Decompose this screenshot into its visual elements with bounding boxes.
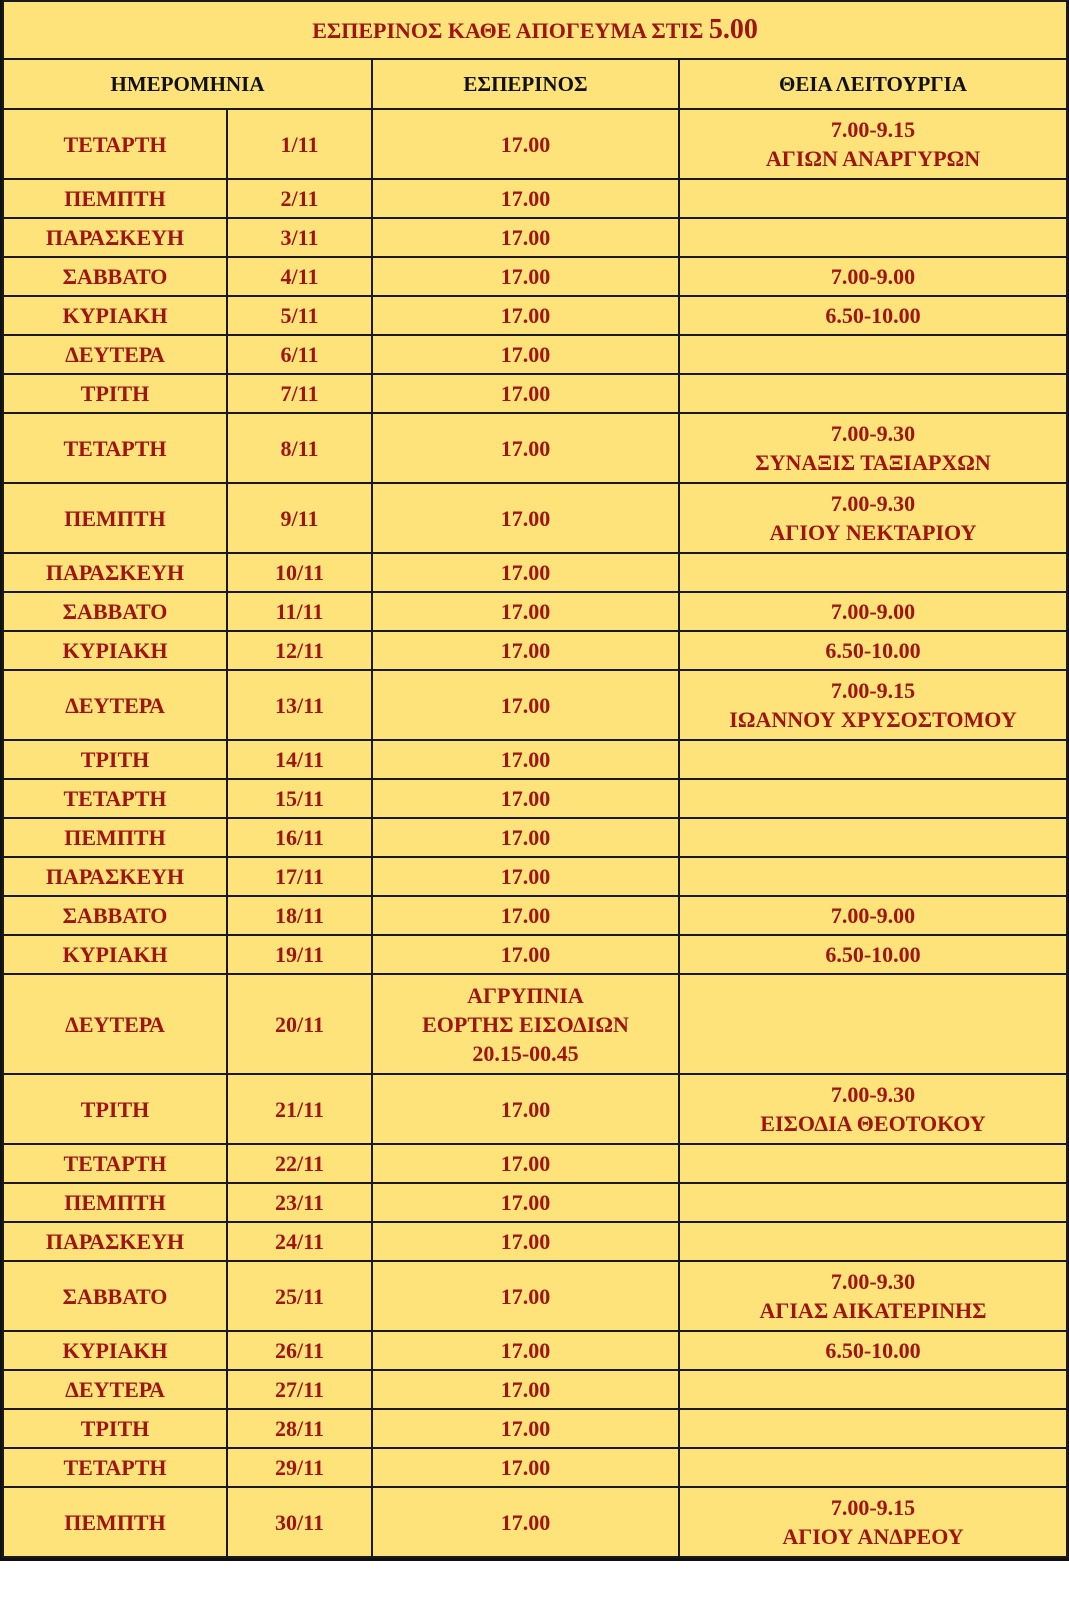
- date-cell: 10/11: [227, 553, 372, 592]
- liturgy-line: 7.00-9.30: [830, 1082, 916, 1107]
- vespers-line: 17.00: [500, 903, 551, 928]
- liturgy-cell: [679, 1487, 1067, 1557]
- liturgy-cell: [679, 896, 1067, 935]
- schedule-title: [3, 1, 1067, 59]
- liturgy-line: 7.00-9.30: [830, 491, 916, 516]
- day-cell: ΠΕΜΠΤΗ: [3, 1487, 227, 1557]
- title-time: 5.00: [708, 14, 758, 45]
- date-cell: 16/11: [227, 818, 372, 857]
- schedule-row: [3, 779, 1067, 818]
- vespers-cell: [372, 1370, 679, 1409]
- day-cell: ΣΑΒΒΑΤΟ: [3, 1261, 227, 1331]
- date-cell: 13/11: [227, 670, 372, 740]
- liturgy-line: 7.00-9.30: [830, 421, 916, 446]
- vespers-cell: [372, 631, 679, 670]
- vespers-cell: [372, 935, 679, 974]
- date-cell: 25/11: [227, 1261, 372, 1331]
- date-cell: 5/11: [227, 296, 372, 335]
- vespers-cell: [372, 1448, 679, 1487]
- vespers-cell: [372, 257, 679, 296]
- liturgy-cell: [679, 553, 1067, 592]
- schedule-row: [3, 1183, 1067, 1222]
- date-cell: 8/11: [227, 413, 372, 483]
- vespers-line: 17.00: [500, 1283, 551, 1309]
- vespers-line: 17.00: [500, 264, 551, 289]
- vespers-line: 17.00: [500, 1229, 551, 1254]
- vespers-line: 17.00: [500, 747, 551, 772]
- vespers-cell: [372, 1331, 679, 1370]
- liturgy-cell: [679, 1074, 1067, 1144]
- date-cell: 20/11: [227, 974, 372, 1074]
- date-cell: 11/11: [227, 592, 372, 631]
- schedule-row: [3, 592, 1067, 631]
- vespers-line: 17.00: [500, 786, 551, 811]
- date-cell: 7/11: [227, 374, 372, 413]
- day-cell: ΚΥΡΙΑΚΗ: [3, 296, 227, 335]
- vespers-line: 17.00: [500, 692, 551, 718]
- liturgy-line: 7.00-9.00: [830, 903, 916, 928]
- day-cell: ΔΕΥΤΕΡΑ: [3, 1370, 227, 1409]
- vespers-line: 17.00: [500, 225, 551, 250]
- schedule-row: [3, 374, 1067, 413]
- schedule-row: [3, 935, 1067, 974]
- vespers-line: 17.00: [500, 381, 551, 406]
- liturgy-column-header: ΘΕΙΑ ΛΕΙΤΟΥΡΓΙΑ: [679, 59, 1067, 109]
- vespers-cell: [372, 1183, 679, 1222]
- liturgy-cell: [679, 1331, 1067, 1370]
- liturgy-cell: [679, 740, 1067, 779]
- date-cell: 27/11: [227, 1370, 372, 1409]
- liturgy-cell: [679, 413, 1067, 483]
- schedule-row: [3, 857, 1067, 896]
- liturgy-cell: [679, 374, 1067, 413]
- schedule-table: [2, 0, 1068, 1558]
- liturgy-line: 7.00-9.00: [830, 599, 916, 624]
- date-cell: 19/11: [227, 935, 372, 974]
- liturgy-line: ΕΙΣΟΔΙΑ ΘΕΟΤΟΚΟΥ: [760, 1111, 986, 1136]
- vespers-line: 17.00: [500, 131, 551, 157]
- schedule-row: [3, 1448, 1067, 1487]
- liturgy-line: ΑΓΙΑΣ ΑΙΚΑΤΕΡΙΝΗΣ: [759, 1298, 987, 1323]
- vespers-line: ΕΟΡΤΗΣ ΕΙΣΟΔΙΩΝ: [422, 1011, 629, 1037]
- date-cell: 3/11: [227, 218, 372, 257]
- date-cell: 9/11: [227, 483, 372, 553]
- date-cell: 6/11: [227, 335, 372, 374]
- day-cell: ΤΡΙΤΗ: [3, 1074, 227, 1144]
- vespers-cell: [372, 179, 679, 218]
- date-cell: 26/11: [227, 1331, 372, 1370]
- vespers-line: 20.15-00.45: [472, 1040, 579, 1066]
- date-cell: 21/11: [227, 1074, 372, 1144]
- vespers-cell: [372, 1261, 679, 1331]
- day-cell: ΣΑΒΒΑΤΟ: [3, 896, 227, 935]
- vespers-cell: [372, 218, 679, 257]
- liturgy-line: ΑΓΙΩΝ ΑΝΑΡΓΥΡΩΝ: [765, 146, 981, 171]
- vespers-line: 17.00: [500, 1190, 551, 1215]
- liturgy-line: 7.00-9.15: [830, 678, 916, 703]
- day-cell: ΤΕΤΑΡΤΗ: [3, 1144, 227, 1183]
- day-cell: ΤΕΤΑΡΤΗ: [3, 779, 227, 818]
- liturgy-line: ΣΥΝΑΞΙΣ ΤΑΞΙΑΡΧΩΝ: [755, 450, 991, 475]
- day-cell: ΤΡΙΤΗ: [3, 740, 227, 779]
- vespers-cell: [372, 896, 679, 935]
- liturgy-cell: [679, 1183, 1067, 1222]
- date-cell: 17/11: [227, 857, 372, 896]
- liturgy-cell: [679, 631, 1067, 670]
- liturgy-cell: [679, 1370, 1067, 1409]
- date-cell: 24/11: [227, 1222, 372, 1261]
- schedule-body: [3, 109, 1067, 1557]
- date-cell: 23/11: [227, 1183, 372, 1222]
- vespers-cell: [372, 1074, 679, 1144]
- vespers-line: 17.00: [500, 560, 551, 585]
- schedule-row: [3, 1144, 1067, 1183]
- vespers-line: 17.00: [500, 638, 551, 663]
- schedule-row: [3, 896, 1067, 935]
- liturgy-cell: [679, 974, 1067, 1074]
- day-cell: ΠΑΡΑΣΚΕΥΗ: [3, 1222, 227, 1261]
- day-cell: ΠΑΡΑΣΚΕΥΗ: [3, 218, 227, 257]
- day-cell: ΤΕΤΑΡΤΗ: [3, 413, 227, 483]
- day-cell: ΚΥΡΙΑΚΗ: [3, 935, 227, 974]
- liturgy-line: 6.50-10.00: [825, 638, 921, 663]
- date-cell: 1/11: [227, 109, 372, 179]
- liturgy-line: 7.00-9.00: [830, 264, 916, 289]
- liturgy-cell: [679, 1222, 1067, 1261]
- date-cell: 12/11: [227, 631, 372, 670]
- date-cell: 15/11: [227, 779, 372, 818]
- vespers-cell: [372, 740, 679, 779]
- vespers-cell: [372, 670, 679, 740]
- schedule-row: [3, 335, 1067, 374]
- liturgy-cell: [679, 179, 1067, 218]
- vespers-cell: [372, 413, 679, 483]
- vespers-line: 17.00: [500, 186, 551, 211]
- vespers-line: 17.00: [500, 1416, 551, 1441]
- day-cell: ΣΑΒΒΑΤΟ: [3, 592, 227, 631]
- day-cell: ΠΕΜΠΤΗ: [3, 818, 227, 857]
- day-cell: ΔΕΥΤΕΡΑ: [3, 670, 227, 740]
- vespers-cell: [372, 483, 679, 553]
- schedule-row: [3, 974, 1067, 1074]
- vespers-line: 17.00: [500, 942, 551, 967]
- vespers-cell: [372, 1487, 679, 1557]
- schedule-row: [3, 218, 1067, 257]
- day-cell: ΤΡΙΤΗ: [3, 374, 227, 413]
- liturgy-cell: [679, 296, 1067, 335]
- vespers-line: 17.00: [500, 505, 551, 531]
- schedule-row: [3, 1487, 1067, 1557]
- vespers-cell: [372, 374, 679, 413]
- liturgy-cell: [679, 1261, 1067, 1331]
- schedule-row: [3, 1074, 1067, 1144]
- schedule-row: [3, 1409, 1067, 1448]
- liturgy-line: 7.00-9.15: [830, 1495, 916, 1520]
- liturgy-cell: [679, 779, 1067, 818]
- vespers-cell: [372, 1409, 679, 1448]
- liturgy-line: 6.50-10.00: [825, 1338, 921, 1363]
- date-column-header: ΗΜΕΡΟΜΗΝΙΑ: [3, 59, 372, 109]
- day-cell: ΤΡΙΤΗ: [3, 1409, 227, 1448]
- vespers-cell: [372, 857, 679, 896]
- liturgy-cell: [679, 1144, 1067, 1183]
- liturgy-cell: [679, 109, 1067, 179]
- vespers-cell: [372, 779, 679, 818]
- liturgy-line: 7.00-9.30: [830, 1269, 916, 1294]
- liturgy-cell: [679, 218, 1067, 257]
- liturgy-cell: [679, 1409, 1067, 1448]
- vespers-cell: [372, 592, 679, 631]
- schedule-row: [3, 670, 1067, 740]
- schedule-row: [3, 109, 1067, 179]
- day-cell: ΚΥΡΙΑΚΗ: [3, 1331, 227, 1370]
- liturgy-line: 7.00-9.15: [830, 117, 916, 142]
- day-cell: ΠΑΡΑΣΚΕΥΗ: [3, 857, 227, 896]
- liturgy-line: ΙΩΑΝΝΟΥ ΧΡΥΣΟΣΤΟΜΟΥ: [729, 707, 1017, 732]
- date-cell: 29/11: [227, 1448, 372, 1487]
- schedule-row: [3, 631, 1067, 670]
- liturgy-cell: [679, 257, 1067, 296]
- liturgy-cell: [679, 483, 1067, 553]
- schedule-row: [3, 1222, 1067, 1261]
- schedule-row: [3, 1370, 1067, 1409]
- liturgy-line: ΑΓΙΟΥ ΑΝΔΡΕΟΥ: [782, 1524, 964, 1549]
- vespers-cell: [372, 818, 679, 857]
- date-cell: 22/11: [227, 1144, 372, 1183]
- vespers-line: 17.00: [500, 342, 551, 367]
- vespers-cell: [372, 974, 679, 1074]
- liturgy-cell: [679, 1448, 1067, 1487]
- vespers-line: 17.00: [500, 1509, 551, 1535]
- day-cell: ΠΕΜΠΤΗ: [3, 483, 227, 553]
- day-cell: ΣΑΒΒΑΤΟ: [3, 257, 227, 296]
- liturgy-cell: [679, 857, 1067, 896]
- date-cell: 14/11: [227, 740, 372, 779]
- schedule-row: [3, 1261, 1067, 1331]
- vespers-line: 17.00: [500, 1377, 551, 1402]
- schedule-row: [3, 1331, 1067, 1370]
- liturgy-line: ΑΓΙΟΥ ΝΕΚΤΑΡΙΟΥ: [769, 520, 977, 545]
- schedule-row: [3, 818, 1067, 857]
- vespers-cell: [372, 553, 679, 592]
- schedule-row: [3, 257, 1067, 296]
- vespers-cell: [372, 1144, 679, 1183]
- day-cell: ΔΕΥΤΕΡΑ: [3, 974, 227, 1074]
- date-cell: 28/11: [227, 1409, 372, 1448]
- liturgy-cell: [679, 670, 1067, 740]
- liturgy-line: 6.50-10.00: [825, 303, 921, 328]
- title-text: ΕΣΠΕΡΙΝΟΣ ΚΑΘΕ ΑΠΟΓΕΥΜΑ ΣΤΙΣ: [312, 18, 704, 43]
- liturgy-cell: [679, 335, 1067, 374]
- liturgy-cell: [679, 818, 1067, 857]
- schedule-row: [3, 553, 1067, 592]
- schedule-row: [3, 740, 1067, 779]
- vespers-cell: [372, 1222, 679, 1261]
- vespers-line: 17.00: [500, 303, 551, 328]
- schedule-row: [3, 296, 1067, 335]
- vespers-line: 17.00: [500, 435, 551, 461]
- day-cell: ΤΕΤΑΡΤΗ: [3, 1448, 227, 1487]
- schedule-row: [3, 179, 1067, 218]
- date-cell: 18/11: [227, 896, 372, 935]
- schedule-row: [3, 413, 1067, 483]
- date-cell: 30/11: [227, 1487, 372, 1557]
- vespers-line: 17.00: [500, 1151, 551, 1176]
- vespers-cell: [372, 109, 679, 179]
- day-cell: ΠΕΜΠΤΗ: [3, 179, 227, 218]
- vespers-line: 17.00: [500, 864, 551, 889]
- date-cell: 2/11: [227, 179, 372, 218]
- day-cell: ΔΕΥΤΕΡΑ: [3, 335, 227, 374]
- schedule-row: [3, 483, 1067, 553]
- liturgy-line: 6.50-10.00: [825, 942, 921, 967]
- vespers-line: 17.00: [500, 1338, 551, 1363]
- date-cell: 4/11: [227, 257, 372, 296]
- vespers-cell: [372, 296, 679, 335]
- vespers-line: 17.00: [500, 1096, 551, 1122]
- vespers-line: ΑΓΡΥΠΝΙΑ: [467, 982, 584, 1008]
- liturgy-cell: [679, 592, 1067, 631]
- vespers-line: 17.00: [500, 599, 551, 624]
- vespers-column-header: ΕΣΠΕΡΙΝΟΣ: [372, 59, 679, 109]
- day-cell: ΠΑΡΑΣΚΕΥΗ: [3, 553, 227, 592]
- liturgy-cell: [679, 935, 1067, 974]
- vespers-line: 17.00: [500, 1455, 551, 1480]
- vespers-cell: [372, 335, 679, 374]
- day-cell: ΚΥΡΙΑΚΗ: [3, 631, 227, 670]
- vespers-line: 17.00: [500, 825, 551, 850]
- day-cell: ΠΕΜΠΤΗ: [3, 1183, 227, 1222]
- day-cell: ΤΕΤΑΡΤΗ: [3, 109, 227, 179]
